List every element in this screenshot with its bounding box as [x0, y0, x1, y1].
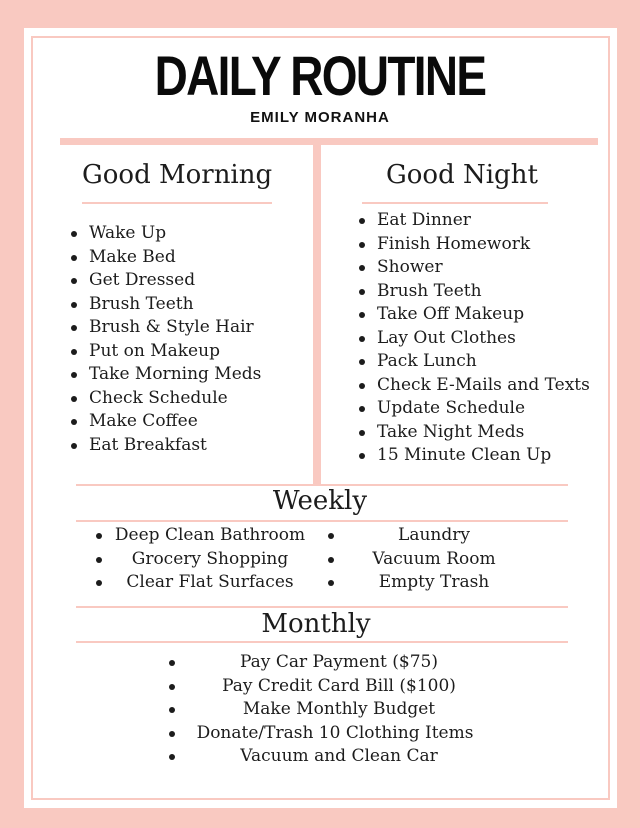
- list-item: Check Schedule: [71, 387, 261, 411]
- list-item: Laundry: [398, 525, 470, 545]
- list-item: Check E-Mails and Texts: [359, 374, 590, 398]
- list-item: Brush Teeth: [71, 293, 261, 317]
- bullet-dot: [328, 533, 334, 539]
- list-item: Make Bed: [71, 246, 261, 270]
- monthly-heading: Monthly: [261, 609, 371, 639]
- list-item: Grocery Shopping: [131, 549, 289, 569]
- bullet-dot: [96, 580, 102, 586]
- weekly-heading: Weekly: [272, 486, 368, 516]
- bullet-dot: [169, 731, 175, 737]
- morning-heading-rule: [82, 202, 272, 204]
- list-item: Wake Up: [71, 222, 261, 246]
- author-name: EMILY MORANHA: [250, 109, 390, 126]
- page-title: DAILY ROUTINE: [154, 44, 486, 107]
- list-item: Vacuum and Clean Car: [240, 746, 438, 766]
- list-item: Shower: [359, 256, 590, 280]
- list-item: Eat Dinner: [359, 209, 590, 233]
- list-item: Take Off Makeup: [359, 303, 590, 327]
- list-item: Pay Credit Card Bill ($100): [222, 676, 456, 696]
- list-item: Brush & Style Hair: [71, 316, 261, 340]
- night-heading: Good Night: [386, 160, 538, 190]
- column-divider: [313, 145, 321, 485]
- bullet-dot: [328, 557, 334, 563]
- list-item: Take Morning Meds: [71, 363, 261, 387]
- night-heading-rule: [362, 202, 548, 204]
- bullet-dot: [169, 660, 175, 666]
- list-item: Put on Makeup: [71, 340, 261, 364]
- list-item: Brush Teeth: [359, 280, 590, 304]
- list-item: 15 Minute Clean Up: [359, 444, 590, 468]
- list-item: Clear Flat Surfaces: [126, 572, 294, 592]
- list-item: Finish Homework: [359, 233, 590, 257]
- list-item: Deep Clean Bathroom: [114, 525, 306, 545]
- list-item: Donate/Trash 10 Clothing Items: [196, 723, 474, 743]
- bullet-dot: [328, 580, 334, 586]
- list-item: Pack Lunch: [359, 350, 590, 374]
- bullet-dot: [96, 557, 102, 563]
- bullet-dot: [169, 754, 175, 760]
- bullet-dot: [169, 707, 175, 713]
- night-list: [359, 209, 590, 468]
- bullet-dot: [96, 533, 102, 539]
- morning-heading: Good Morning: [82, 160, 273, 190]
- list-item: Empty Trash: [378, 572, 490, 592]
- list-item: Pay Car Payment ($75): [240, 652, 438, 672]
- list-item: Update Schedule: [359, 397, 590, 421]
- list-item: Get Dressed: [71, 269, 261, 293]
- bullet-dot: [169, 684, 175, 690]
- header-divider: [60, 138, 598, 145]
- list-item: Lay Out Clothes: [359, 327, 590, 351]
- list-item: Vacuum Room: [372, 549, 496, 569]
- list-item: Make Coffee: [71, 410, 261, 434]
- monthly-bottom-rule: [76, 641, 568, 643]
- list-item: Eat Breakfast: [71, 434, 261, 458]
- monthly-top-rule: [76, 606, 568, 608]
- morning-list: [71, 222, 261, 457]
- weekly-bottom-rule: [76, 520, 568, 522]
- list-item: Make Monthly Budget: [242, 699, 436, 719]
- list-item: Take Night Meds: [359, 421, 590, 445]
